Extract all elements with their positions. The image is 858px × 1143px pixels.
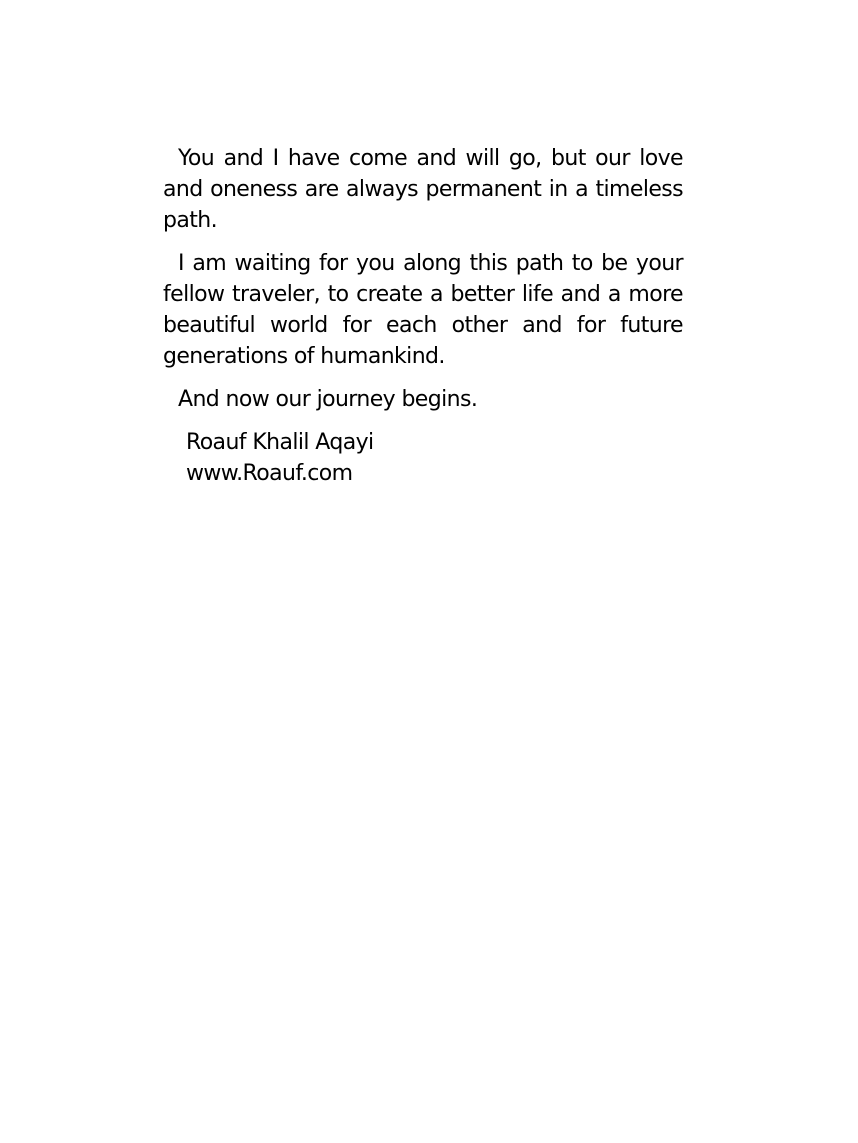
author-name: Roauf Khalil Aqayi [186,430,374,455]
paragraph-2: I am waiting for you along this path to be your fellow traveler, to create a better life and a more beautiful world for each other and for future generations of humankind. [163,251,683,369]
author-website: www.Roauf.com [186,461,353,486]
signature-block [163,427,683,489]
text-block [163,143,683,489]
paragraph-1: You and I have come and will go, but our love and oneness are always permanent in a timeless path. [163,146,683,233]
paragraph-3: And now our journey begins. [178,387,478,412]
